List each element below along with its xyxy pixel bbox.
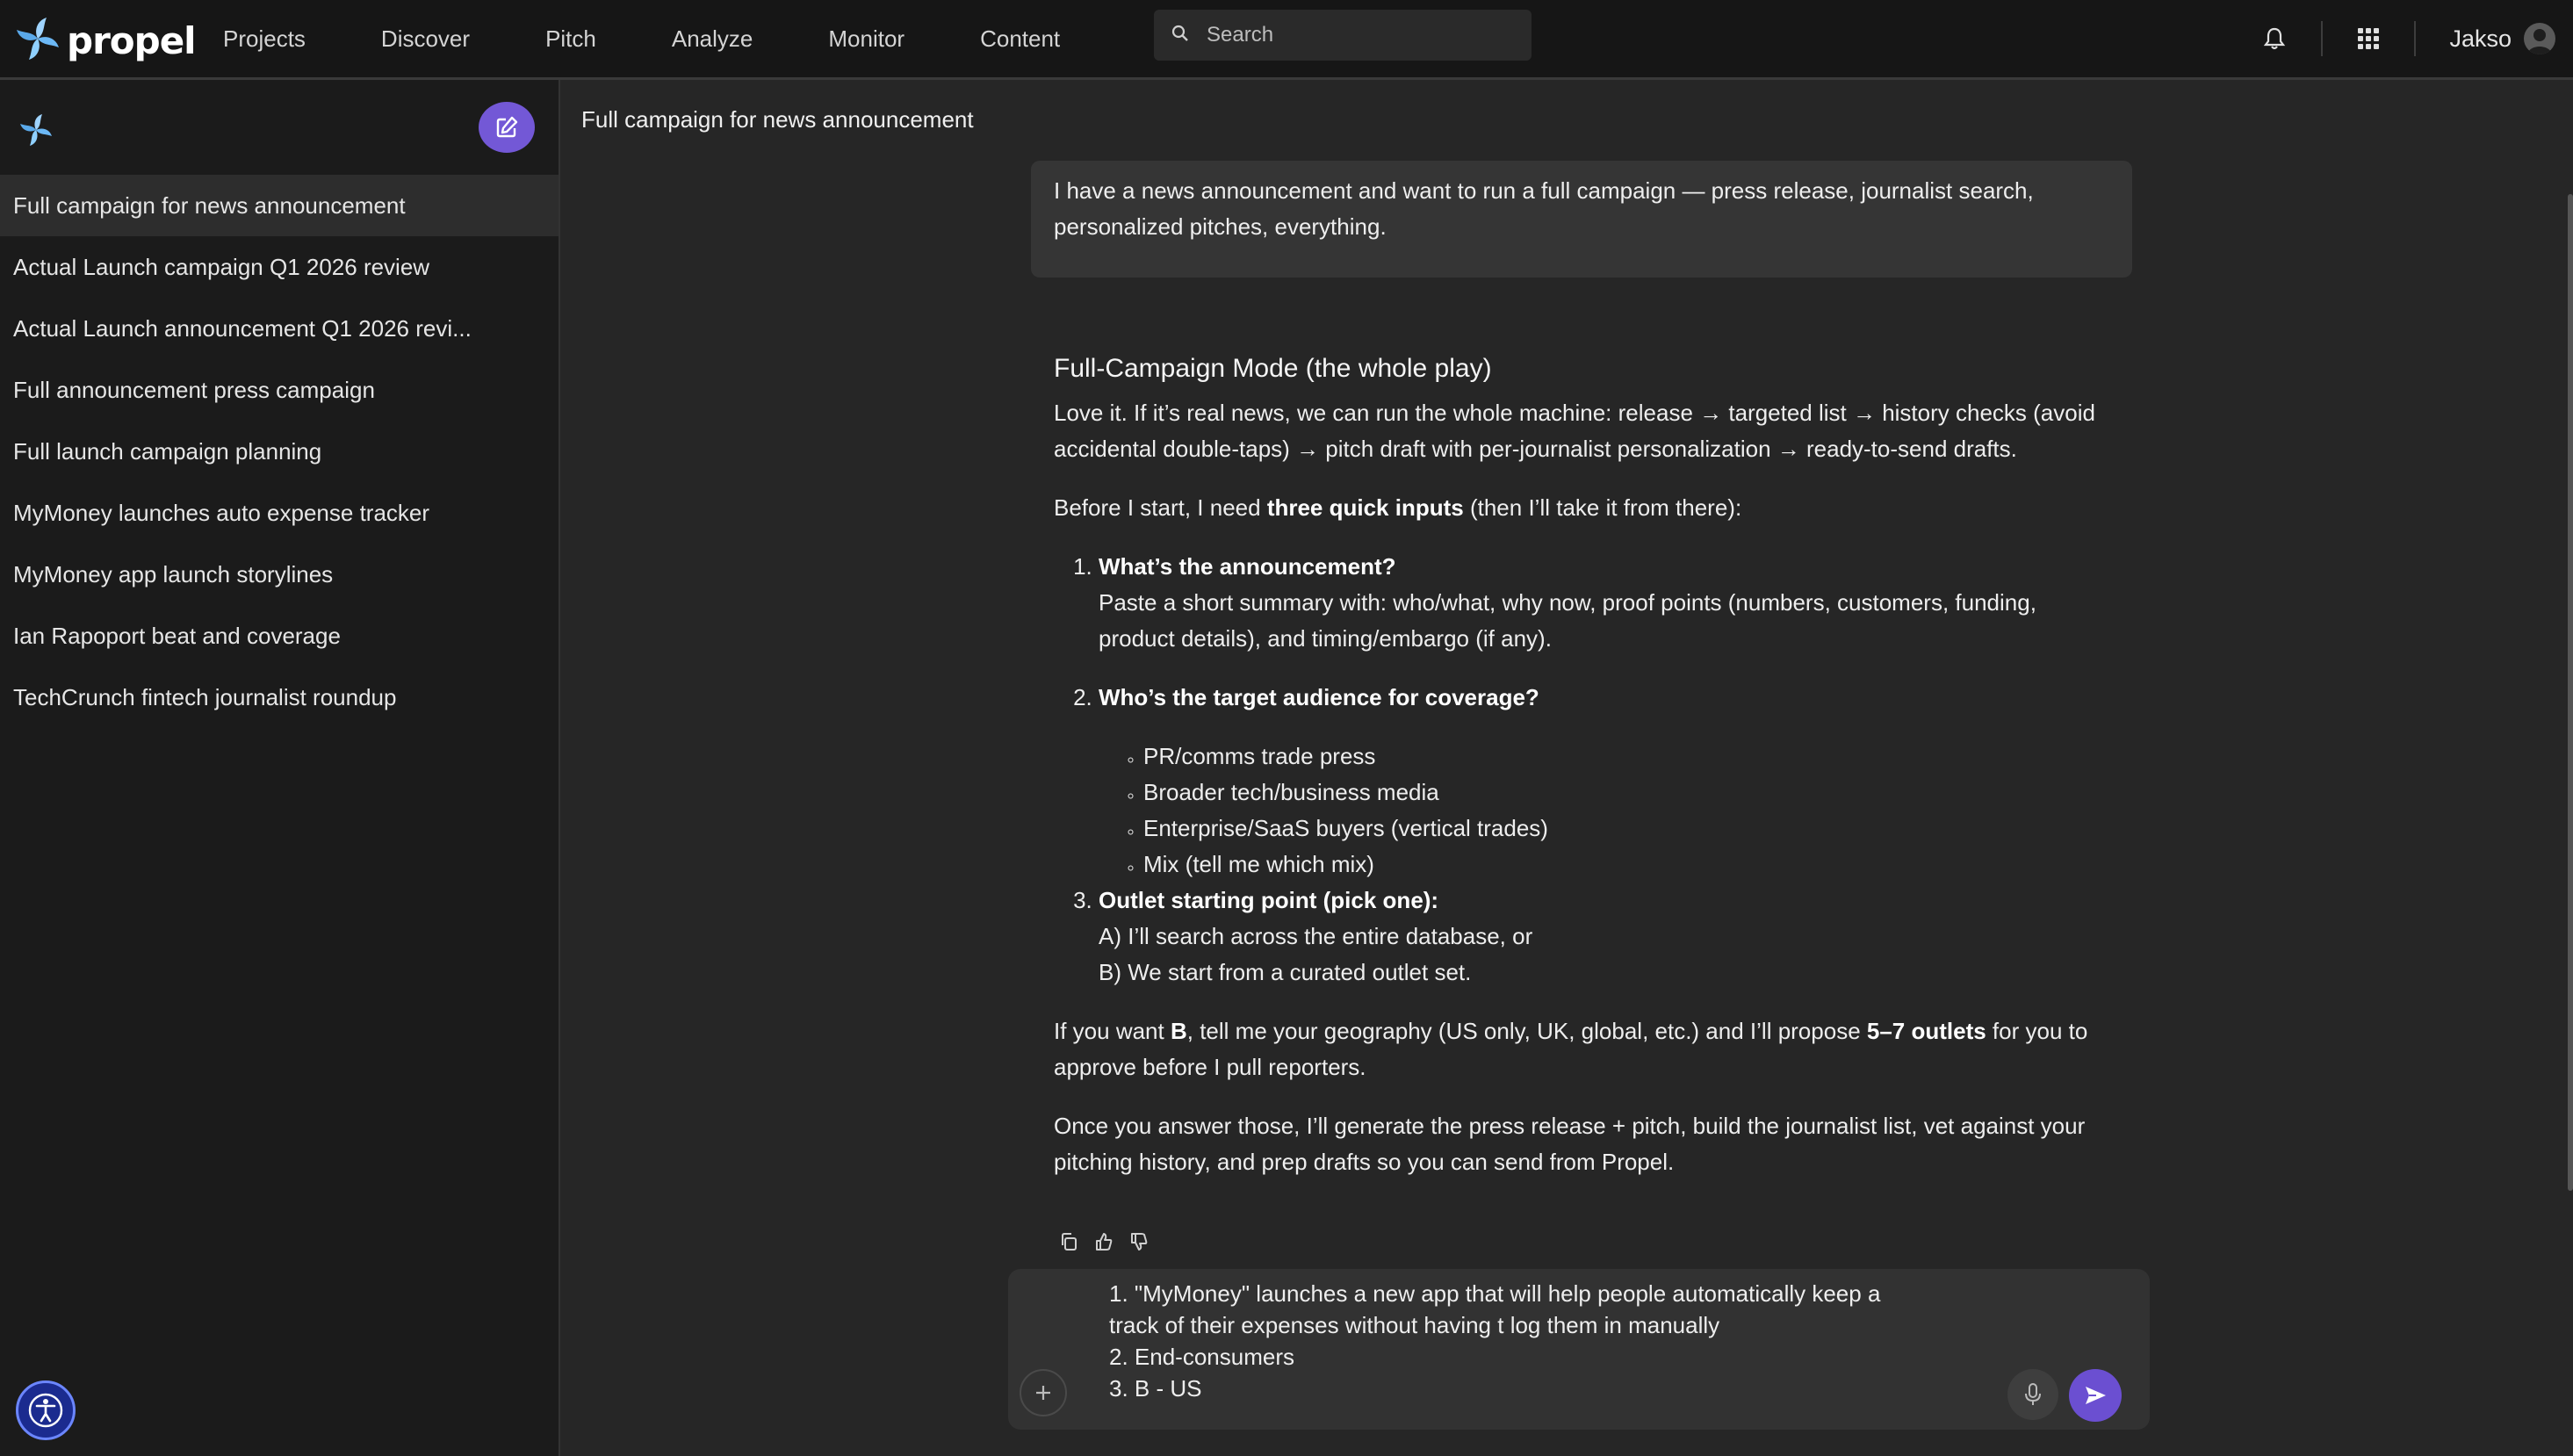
chat-panel	[560, 80, 2573, 1456]
list-item	[1099, 549, 2108, 657]
list-item: ◦ PR/comms trade press	[1143, 739, 2108, 775]
list-item	[1099, 680, 2108, 883]
brand-logo[interactable]	[12, 16, 196, 66]
conversation-item[interactable]: Ian Rapoport beat and coverage	[13, 622, 341, 649]
reply-inputs-intro: Before I start, I need three quick inputs (then I’ll take it from there):	[1054, 494, 1742, 521]
copy-icon[interactable]	[1059, 1232, 1078, 1251]
thumbs-down-icon[interactable]	[1129, 1232, 1149, 1251]
divider	[2414, 21, 2416, 56]
conversation-item[interactable]: TechCrunch fintech journalist roundup	[13, 683, 397, 710]
questions-list	[1099, 549, 2108, 991]
question-body: Paste a short summary with: who/what, why now, proof points (numbers, customers, funding, product details), and timing/embargo (if any).	[1099, 589, 2036, 652]
propel-pinwheel-icon[interactable]	[18, 112, 54, 153]
nav-item-analyze[interactable]: Analyze	[671, 25, 753, 52]
nav-item-monitor[interactable]: Monitor	[828, 25, 905, 52]
thumbs-up-icon[interactable]	[1094, 1232, 1114, 1251]
new-chat-button[interactable]	[479, 102, 535, 153]
list-item	[1099, 883, 2108, 991]
nav-item-pitch[interactable]: Pitch	[545, 25, 596, 52]
page-title: Full campaign for news announcement	[581, 106, 974, 133]
voice-input-button[interactable]	[2007, 1369, 2058, 1420]
send-button[interactable]	[2069, 1369, 2122, 1422]
question-title: What’s the announcement?	[1099, 553, 1396, 580]
nav-item-discover[interactable]: Discover	[380, 25, 471, 52]
propel-pinwheel-icon	[12, 16, 63, 66]
message-actions	[1059, 1232, 1149, 1251]
scrollbar[interactable]	[2568, 194, 2573, 1191]
reply-heading: Full-Campaign Mode (the whole play)	[1054, 354, 1492, 383]
conversation-item[interactable]: Full launch campaign planning	[13, 437, 322, 465]
search-input[interactable]	[1154, 10, 1532, 61]
user-message-bubble: I have a news announcement and want to run a full campaign — press release, journalist search, personalized pitches, everything.	[1031, 161, 2132, 278]
brand-name: propel	[67, 19, 196, 62]
reply-intro: Love it. If it’s real news, we can run the whole machine: release → targeted list → history checks (avoid accidental double-taps) → pitch draft with per-journalist personalization → ready-to-send drafts.	[1054, 400, 2095, 462]
option-b: B) We start from a curated outlet set.	[1099, 959, 1472, 985]
top-navigation-bar	[0, 0, 2573, 80]
option-a: A) I’ll search across the entire database, or	[1099, 923, 1533, 949]
top-right-controls	[2263, 0, 2573, 77]
nav-item-projects[interactable]: Projects	[223, 25, 306, 52]
apps-grid-icon[interactable]	[2358, 28, 2379, 49]
reply-closing: Once you answer those, I’ll generate the press release + pitch, build the journalist list, vet against your pitching history, and prep drafts so you can send from Propel.	[1054, 1113, 2086, 1175]
conversation-item[interactable]: Full announcement press campaign	[13, 376, 375, 403]
search-icon	[1171, 25, 1189, 47]
conversation-item[interactable]: Full campaign for news announcement	[0, 175, 559, 236]
message-input[interactable]: 1. "MyMoney" launches a new app that will help people automatically keep a track of their expenses without having t log them in manually 2. End-consumers 3. B - US	[1109, 1280, 1881, 1402]
plus-icon	[1034, 1383, 1053, 1402]
accessibility-icon	[27, 1392, 64, 1429]
avatar[interactable]	[2524, 23, 2555, 54]
conversation-item[interactable]: MyMoney app launch storylines	[13, 560, 334, 587]
reply-paragraph: If you want B, tell me your geography (US only, UK, global, etc.) and I’ll propose 5–7 outlets for you to approve before I pull reporters.	[1054, 1018, 2088, 1080]
list-item: ◦ Mix (tell me which mix)	[1143, 847, 2108, 883]
list-item: ◦ Enterprise/SaaS buyers (vertical trades)	[1143, 811, 2108, 847]
main-nav	[223, 0, 1135, 77]
question-title: Outlet starting point (pick one):	[1099, 887, 1439, 913]
nav-item-content[interactable]: Content	[980, 25, 1061, 52]
conversation-list	[0, 175, 559, 728]
edit-icon	[494, 115, 519, 140]
send-icon	[2083, 1383, 2108, 1408]
attach-button[interactable]	[1020, 1369, 1067, 1416]
divider	[2321, 21, 2323, 56]
microphone-icon	[2023, 1382, 2043, 1407]
conversation-sidebar	[0, 80, 560, 1456]
question-title: Who’s the target audience for coverage?	[1099, 684, 1539, 710]
conversation-item[interactable]: Actual Launch announcement Q1 2026 revi...	[13, 314, 472, 342]
search-placeholder: Search	[1207, 23, 1274, 47]
audience-options	[1143, 739, 2108, 883]
message-composer	[1008, 1269, 2150, 1430]
list-item: ◦ Broader tech/business media	[1143, 775, 2108, 811]
user-name[interactable]: Jakso	[2449, 25, 2512, 52]
bell-icon[interactable]	[2263, 26, 2286, 51]
conversation-item[interactable]: MyMoney launches auto expense tracker	[13, 499, 430, 526]
accessibility-button[interactable]	[16, 1380, 76, 1440]
conversation-item[interactable]: Actual Launch campaign Q1 2026 review	[13, 253, 430, 280]
assistant-reply	[1054, 351, 2108, 1203]
